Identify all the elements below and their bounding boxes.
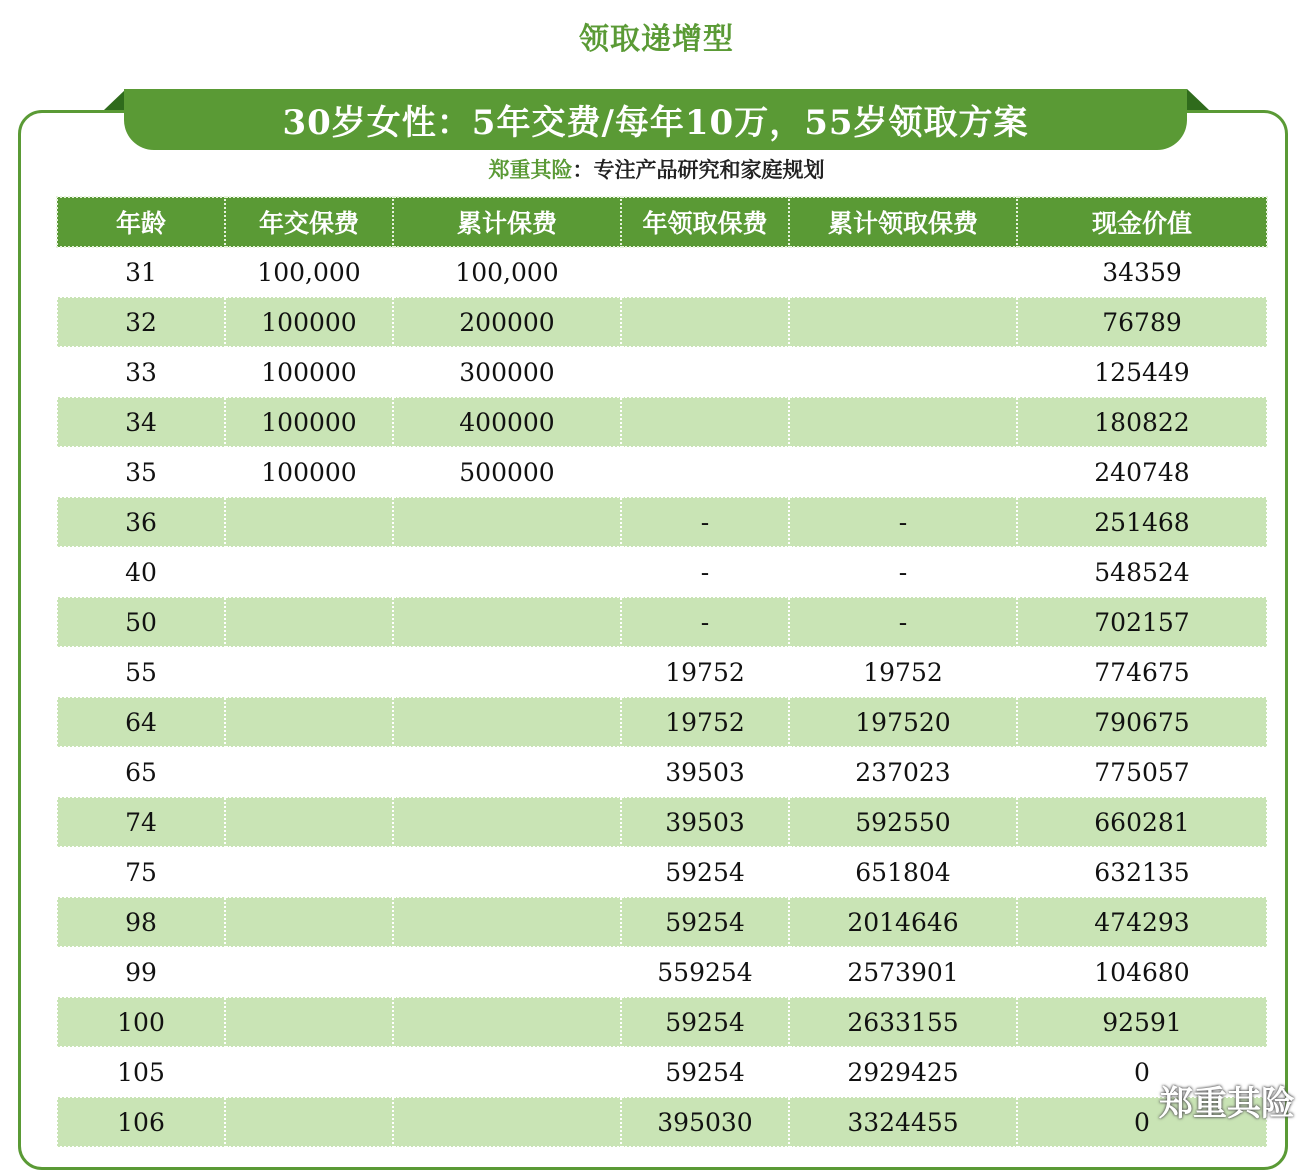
cell-age: 100 <box>57 997 225 1047</box>
cell-cash-value: 474293 <box>1017 897 1267 947</box>
cell-annual-premium <box>225 497 393 547</box>
cell-annual-payout: 19752 <box>621 647 789 697</box>
cell-cash-value: 0 <box>1017 1097 1267 1147</box>
table-row <box>57 247 1267 297</box>
cell-annual-payout: - <box>621 497 789 547</box>
cell-cash-value: 660281 <box>1017 797 1267 847</box>
header-annual-premium: 年交保费 <box>225 197 393 247</box>
cell-cumulative-payout <box>789 347 1017 397</box>
cell-age: 55 <box>57 647 225 697</box>
cell-annual-payout: 395030 <box>621 1097 789 1147</box>
cell-annual-payout <box>621 247 789 297</box>
cell-age: 105 <box>57 1047 225 1097</box>
table-row <box>57 1097 1267 1147</box>
cell-annual-premium <box>225 597 393 647</box>
table-row <box>57 997 1267 1047</box>
cell-cumulative-premium: 200000 <box>393 297 621 347</box>
cell-age: 50 <box>57 597 225 647</box>
cell-annual-premium <box>225 547 393 597</box>
header-cash-value: 现金价值 <box>1017 197 1267 247</box>
table-row <box>57 1047 1267 1097</box>
table-row <box>57 447 1267 497</box>
cell-annual-premium <box>225 847 393 897</box>
cell-cumulative-premium <box>393 847 621 897</box>
table-row <box>57 397 1267 447</box>
cell-cumulative-payout: - <box>789 497 1017 547</box>
cell-annual-payout: 59254 <box>621 897 789 947</box>
cell-cumulative-premium <box>393 497 621 547</box>
cell-annual-payout: 559254 <box>621 947 789 997</box>
header-cumulative-premium: 累计保费 <box>393 197 621 247</box>
cell-annual-premium <box>225 997 393 1047</box>
plan-banner <box>124 89 1187 150</box>
cell-annual-payout <box>621 347 789 397</box>
cell-cash-value: 240748 <box>1017 447 1267 497</box>
cell-cumulative-payout: 197520 <box>789 697 1017 747</box>
plan-table <box>56 196 1268 1148</box>
cell-annual-payout <box>621 447 789 497</box>
cell-cumulative-payout <box>789 397 1017 447</box>
cell-cumulative-premium: 300000 <box>393 347 621 397</box>
cell-cumulative-premium <box>393 647 621 697</box>
cell-annual-premium <box>225 797 393 847</box>
cell-cumulative-premium <box>393 797 621 847</box>
banner-fold-right <box>1187 89 1209 110</box>
banner-fold-left <box>104 89 126 110</box>
cell-annual-payout <box>621 397 789 447</box>
cell-cumulative-payout: 3324455 <box>789 1097 1017 1147</box>
cell-cash-value: 0 <box>1017 1047 1267 1097</box>
table-row <box>57 797 1267 847</box>
cell-annual-premium <box>225 697 393 747</box>
cell-annual-premium: 100000 <box>225 297 393 347</box>
cell-cash-value: 125449 <box>1017 347 1267 397</box>
table-row <box>57 497 1267 547</box>
cell-age: 35 <box>57 447 225 497</box>
header-age: 年龄 <box>57 197 225 247</box>
cell-cumulative-premium <box>393 747 621 797</box>
table-row <box>57 297 1267 347</box>
cell-cash-value: 104680 <box>1017 947 1267 997</box>
cell-age: 31 <box>57 247 225 297</box>
cell-annual-premium <box>225 947 393 997</box>
cell-cumulative-premium <box>393 997 621 1047</box>
cell-cash-value: 548524 <box>1017 547 1267 597</box>
cell-age: 40 <box>57 547 225 597</box>
cell-cumulative-premium <box>393 947 621 997</box>
cell-annual-payout: 19752 <box>621 697 789 747</box>
cell-age: 99 <box>57 947 225 997</box>
cell-age: 65 <box>57 747 225 797</box>
subtitle <box>0 154 1313 184</box>
table-header-row <box>57 197 1267 247</box>
table-row <box>57 347 1267 397</box>
cell-cash-value: 774675 <box>1017 647 1267 697</box>
cell-cumulative-payout: 19752 <box>789 647 1017 697</box>
cell-annual-payout: 39503 <box>621 747 789 797</box>
cell-cumulative-payout: 237023 <box>789 747 1017 797</box>
cell-age: 64 <box>57 697 225 747</box>
cell-cumulative-payout: - <box>789 547 1017 597</box>
cell-age: 33 <box>57 347 225 397</box>
corner-watermark: 郑重其险 <box>1159 1084 1295 1124</box>
cell-cumulative-payout <box>789 247 1017 297</box>
cell-cash-value: 702157 <box>1017 597 1267 647</box>
cell-annual-premium: 100,000 <box>225 247 393 297</box>
cell-cash-value: 632135 <box>1017 847 1267 897</box>
cell-age: 34 <box>57 397 225 447</box>
cell-annual-payout: - <box>621 547 789 597</box>
cell-cumulative-payout: 2014646 <box>789 897 1017 947</box>
cell-cumulative-premium <box>393 597 621 647</box>
cell-annual-premium <box>225 1047 393 1097</box>
cell-cumulative-premium <box>393 547 621 597</box>
cell-annual-payout: 59254 <box>621 847 789 897</box>
cell-cash-value: 790675 <box>1017 697 1267 747</box>
cell-cumulative-premium <box>393 697 621 747</box>
cell-age: 98 <box>57 897 225 947</box>
cell-annual-premium <box>225 647 393 697</box>
cell-annual-premium <box>225 747 393 797</box>
cell-cumulative-premium <box>393 1047 621 1097</box>
cell-cumulative-payout <box>789 297 1017 347</box>
cell-annual-premium: 100000 <box>225 447 393 497</box>
cell-cumulative-payout: 651804 <box>789 847 1017 897</box>
cell-cumulative-premium: 400000 <box>393 397 621 447</box>
cell-age: 36 <box>57 497 225 547</box>
cell-annual-payout: 59254 <box>621 1047 789 1097</box>
table-row <box>57 847 1267 897</box>
table-row <box>57 547 1267 597</box>
table-row <box>57 947 1267 997</box>
cell-cumulative-payout <box>789 447 1017 497</box>
cell-cash-value: 775057 <box>1017 747 1267 797</box>
plan-banner-text: 30岁女性：5年交费/每年10万，55岁领取方案 <box>282 103 1029 143</box>
cell-annual-premium <box>225 897 393 947</box>
cell-cash-value: 92591 <box>1017 997 1267 1047</box>
cell-cumulative-payout: 592550 <box>789 797 1017 847</box>
header-annual-payout: 年领取保费 <box>621 197 789 247</box>
table-row <box>57 647 1267 697</box>
cell-cumulative-premium <box>393 1097 621 1147</box>
cell-annual-payout: - <box>621 597 789 647</box>
cell-cumulative-premium: 500000 <box>393 447 621 497</box>
cell-cash-value: 34359 <box>1017 247 1267 297</box>
cell-cumulative-payout: 2633155 <box>789 997 1017 1047</box>
cell-cash-value: 180822 <box>1017 397 1267 447</box>
cell-annual-payout: 39503 <box>621 797 789 847</box>
header-cumulative-payout: 累计领取保费 <box>789 197 1017 247</box>
table-row <box>57 597 1267 647</box>
cell-cumulative-premium <box>393 897 621 947</box>
cell-age: 74 <box>57 797 225 847</box>
cell-age: 106 <box>57 1097 225 1147</box>
cell-cumulative-payout: 2929425 <box>789 1047 1017 1097</box>
table-row <box>57 697 1267 747</box>
page-title: 领取递增型 <box>579 22 734 57</box>
cell-cumulative-payout: 2573901 <box>789 947 1017 997</box>
cell-age: 75 <box>57 847 225 897</box>
cell-age: 32 <box>57 297 225 347</box>
cell-cumulative-premium: 100,000 <box>393 247 621 297</box>
subtitle-text: ：专注产品研究和家庭规划 <box>572 157 825 182</box>
table-row <box>57 897 1267 947</box>
cell-cash-value: 251468 <box>1017 497 1267 547</box>
cell-cash-value: 76789 <box>1017 297 1267 347</box>
cell-cumulative-payout: - <box>789 597 1017 647</box>
subtitle-brand: 郑重其险 <box>488 157 573 182</box>
cell-annual-payout <box>621 297 789 347</box>
cell-annual-premium: 100000 <box>225 347 393 397</box>
cell-annual-premium: 100000 <box>225 397 393 447</box>
table-row <box>57 747 1267 797</box>
cell-annual-premium <box>225 1097 393 1147</box>
cell-annual-payout: 59254 <box>621 997 789 1047</box>
